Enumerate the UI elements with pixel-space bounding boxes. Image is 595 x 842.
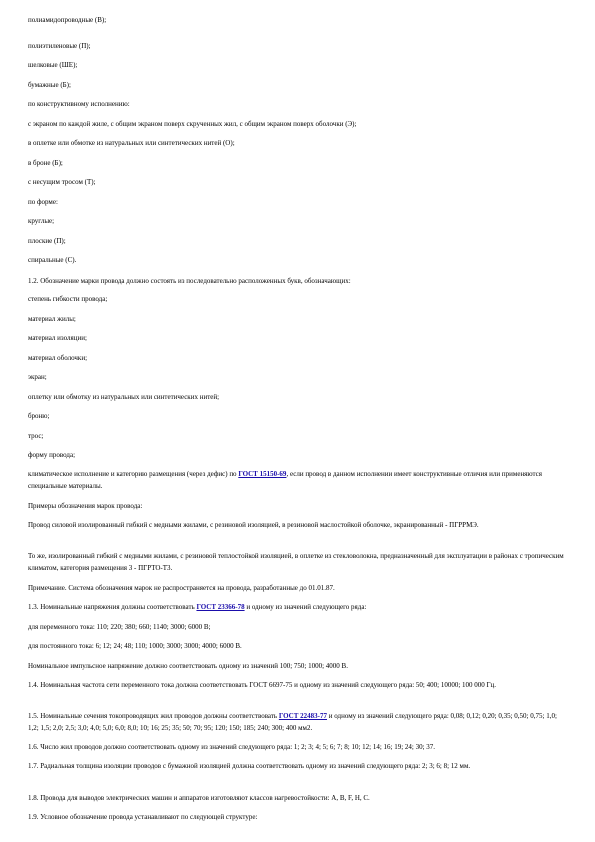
text-line: 1.2. Обозначение марки провода должно состоять из последовательно расположенных букв, обозначающих: [28,277,351,285]
text-span: и одному из значений следующего ряда: [244,603,367,611]
text-line: бумажные (Б); [28,81,71,89]
text-span: , если провод в данном исполнении имеет конструктивные отличия или применяются специальные материалы. [28,470,543,490]
text-line: трос; [28,432,44,440]
gost-23366-link[interactable]: ГОСТ 23366-78 [196,603,245,611]
impulse-voltage-line: Номинальное импульсное напряжение должно соответствовать одному из значений 100; 750; 1000; 4000 В. [28,662,348,670]
text-line: в броне (Б); [28,159,63,167]
text-line: в оплетке или обмотке из натуральных или синтетических нитей (О); [28,139,235,147]
text-line: форму провода; [28,451,76,459]
text-line: броню; [28,412,50,420]
paragraph-1-4: 1.4. Номинальная частота сети переменного тока должна соответствовать ГОСТ 6697-75 и одному из значений следующего ряда: 50; 400; 10000; 100 000 Гц. [28,681,497,689]
text-line: оплетку или обмотку из натуральных или синтетических нитей; [28,393,220,401]
paragraph-1-6: 1.6. Число жил проводов должно соответствовать одному из значений следующего ряда: 1; 2; 3; 4; 5; 6; 7; 8; 10; 12; 14; 16; 19; 24; 30; 37. [28,743,436,751]
gost-15150-link[interactable]: ГОСТ 15150-69 [238,470,287,478]
text-line: по конструктивному исполнению: [28,100,130,108]
text-span: и одному из значений следующего ряда: 0,08; 0,12; 0,20; 0,35; 0,50; 0,75; 1,0; 1,2; 1,5; 2,0; 2,5; 3,0; 4,0; 5,0; 6,0; 8,0; 10; 16; 25; 35; 50; 70; 95; 120; 150; 185; 240; 300; 400 мм2. [28,712,557,732]
text-line: полиамидопроводные (В); [28,16,107,24]
text-line: полиэтиленовые (П); [28,42,91,50]
text-span: 1.5. Номинальные сечения токопроводящих жил проводов должны соответствовать [28,712,279,720]
text-line: спиральные (С). [28,256,77,264]
paragraph-1-7: 1.7. Радиальная толщина изоляции проводов с бумажной изоляцией должна соответствовать одному из значений следующего ряда: 2; 3; 6; 8; 12 мм. [28,762,471,770]
dc-voltage-line: для постоянного тока: 6; 12; 24; 48; 110; 1000; 3000; 3000; 4000; 6000 В. [28,642,242,650]
paragraph-1-9: 1.9. Условное обозначение провода устанавливают по следующей структуре: [28,813,258,821]
text-line: с экраном по каждой жиле, с общим экраном поверх скрученных жил, с общим экраном поверх оболочки (Э); [28,120,357,128]
text-line: материал изоляции; [28,334,87,342]
ac-voltage-line: для переменного тока: 110; 220; 380; 660; 1140; 3000; 6000 В; [28,623,211,631]
text-line: материал жилы; [28,315,76,323]
gost-22483-link[interactable]: ГОСТ 22483-77 [278,712,327,720]
text-span: климатическое исполнение и категорию размещения (через дефис) по [28,470,239,478]
paragraph-1-5 [28,710,568,734]
text-span: 1.3. Номинальные напряжения должны соответствовать [28,603,197,611]
text-line: плоские (П); [28,237,66,245]
example-paragraph: То же, изолированный гибкий с медными жилами, с резиновой теплостойкой изоляцией, в оплетке из стекловолокна, предназначенный для эксплуатации в районах с тропическим климатом, категория размещения 3 - ПГРТО-Т3. [28,552,564,572]
text-line: шелковые (ШЕ); [28,61,78,69]
paragraph-climate [28,468,568,492]
example-paragraph: Провод силовой изолированный гибкий с медными жилами, с резиновой изоляцией, в резиновой маслостойкой оболочке, экранированный - ПГРРМЭ. [28,521,479,529]
text-line: степень гибкости провода; [28,295,108,303]
note-paragraph: Примечание. Система обозначения марок не распространяется на провода, разработанные до 01.01.87. [28,584,335,592]
text-line: с несущим тросом (Т); [28,178,96,186]
paragraph-1-3 [28,601,568,613]
examples-title: Примеры обозначения марок провода: [28,502,143,510]
paragraph-1-8: 1.8. Провода для выводов электрических машин и аппаратов изготовляют классов нагревостойкости: А, В, F, Н, С. [28,794,370,802]
text-line: по форме: [28,198,58,206]
text-line: экран; [28,373,47,381]
text-line: материал оболочки; [28,354,88,362]
text-line: круглые; [28,217,55,225]
